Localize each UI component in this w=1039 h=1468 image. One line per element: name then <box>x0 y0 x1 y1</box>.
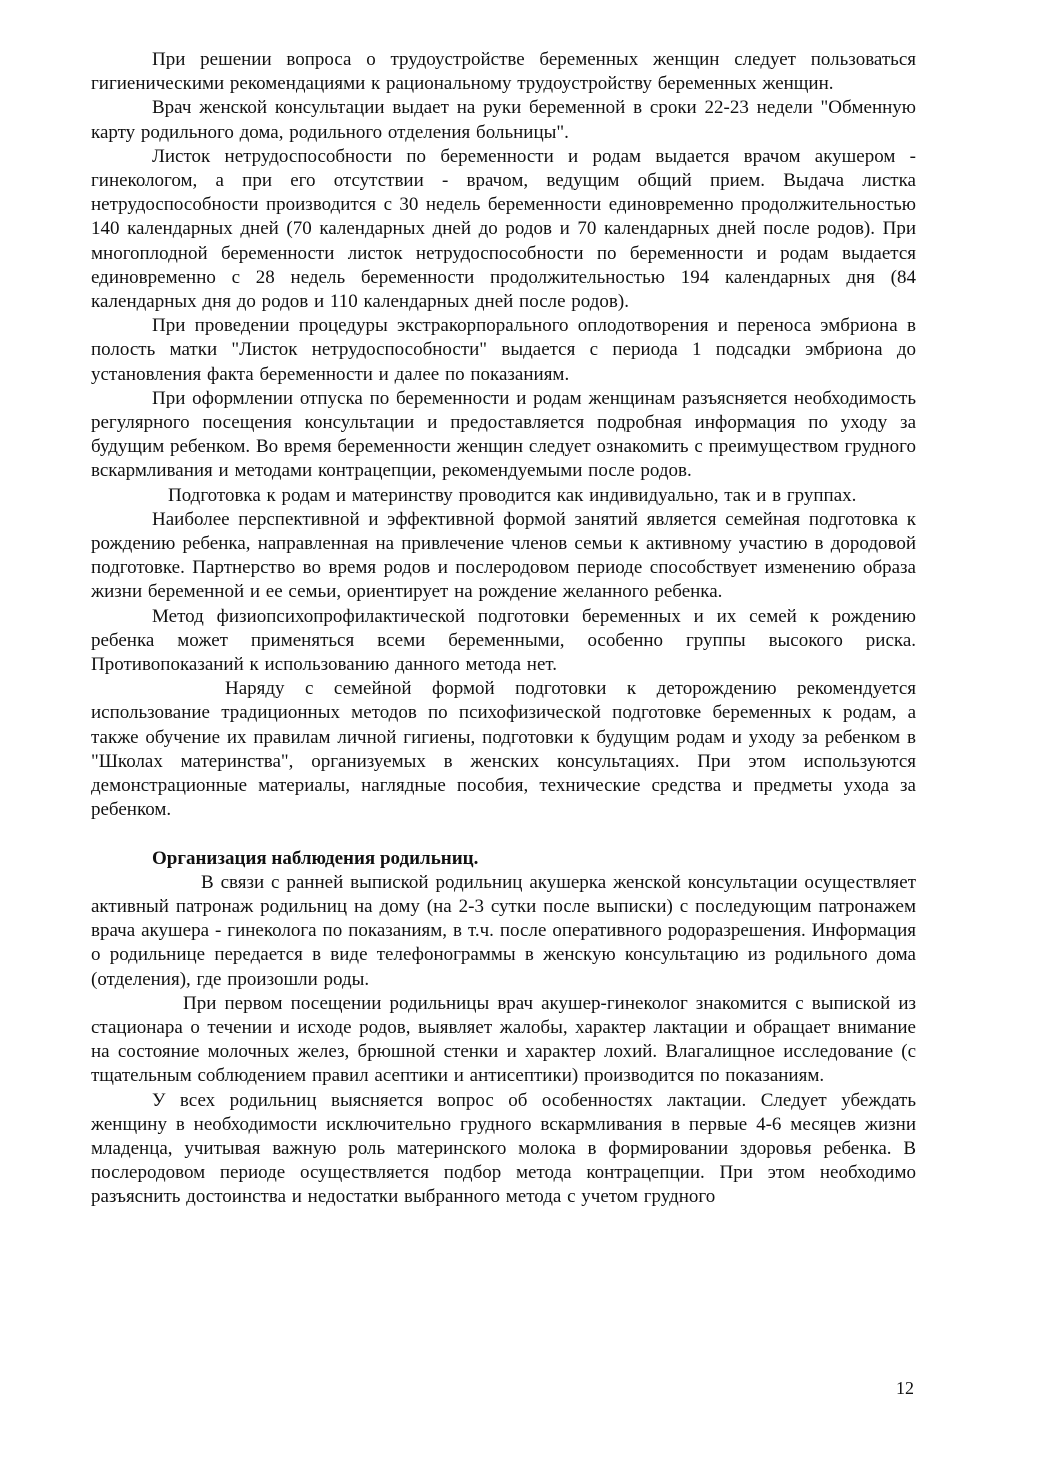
paragraph-ivf: При проведении процедуры экстракорпорального оплодотворения и переноса эмбриона в полость матки "Листок нетрудоспособности" выдается с периода 1 подсадки эмбриона до установления факта беременности и далее по показаниям. <box>91 315 916 385</box>
paragraph-psychoprophylaxis: Метод физиопсихопрофилактической подготовки беременных и их семей к рождению ребенка может применяться всеми беременными, особенно группы высокого риска. Противопоказаний к использованию данного метода нет. <box>91 605 916 676</box>
paragraph-exchange-card: Врач женской консультации выдает на руки беременной в сроки 22-23 недели "Обменную карту родильного дома, родильного отделения больницы". <box>91 97 916 143</box>
paragraph-maternity-leave: При оформлении отпуска по беременности и родам женщинам разъясняется необходимость регулярного посещения консультации и предоставляется подробная информация по уходу за будущим ребенком. Во время беременности женщин следует ознакомить с преимуществом грудного вскармливания и методами контрацепции, рекомендуемыми после родов. <box>91 387 916 482</box>
paragraph-employment: При решении вопроса о трудоустройстве беременных женщин следует пользоваться гигиеническими рекомендациями к рациональному трудоустройству беременных женщин. <box>91 49 916 95</box>
paragraph-lactation: У всех родильниц выясняется вопрос об особенностях лактации. Следует убеждать женщину в необходимости исключительно грудного вскармливания в первые 4-6 месяцев жизни младенца, учитывая важную роль материнского молока в формировании здоровья ребенка. В послеродовом периоде осуществляется подбор метода контрацепции. При этом необходимо разъяснить достоинства и недостатки выбранного метода с учетом грудного <box>91 1089 916 1208</box>
paragraph-preparation: Подготовка к родам и материнству проводится как индивидуально, так и в группах. <box>168 484 857 506</box>
paragraph-sick-leave: Листок нетрудоспособности по беременности и родам выдается врачом акушером - гинекологом, а при его отсутствии - врачом, ведущим общий прием. Выдача листка нетрудоспособности производится с 30 недель беременности единовременно продолжительностью 140 календарных дней (70 календарных дней до родов и 70 календарных дней после родов). При многоплодной беременности листок нетрудоспособности по беременности и родам выдается единовременно с 28 недель беременности продолжительностью 194 календарных дня (84 календарных дня до родов и 110 календарных дней после родов). <box>91 145 916 313</box>
paragraph-family-preparation: Наиболее перспективной и эффективной формой занятий является семейная подготовка к рождению ребенка, направленная на привлечение членов семьи к активному участию в дородовой подготовке. Партнерство во время родов и послеродовом периоде способствует изменению образа жизни беременной и ее семьи, ориентирует на рождение желанного ребенка. <box>91 508 916 603</box>
section-title: Организация наблюдения родильниц. <box>152 847 479 869</box>
paragraph-schools-of-motherhood: Наряду с семейной формой подготовки к деторождению рекомендуется использование традиционных методов по психофизической подготовке беременных к родам, а также обучение их правилам личной гигиены, подготовки к будущим родам и уходу за ребенком в "Школах материнства", организуемых в женских консультациях. При этом используются демонстрационные материалы, наглядные пособия, технические средства и предметы ухода за ребенком. <box>91 678 916 821</box>
paragraph-patronage: В связи с ранней выпиской родильниц акушерка женской консультации осуществляет активный патронаж родильниц на дому (на 2-3 сутки после выписки) с последующим патронажем врача акушера - гинеколога по показаниям, в т.ч. после оперативного родоразрешения. Информация о родильнице передается в виде телефонограммы в женскую консультацию из родильного дома (отделения), где произошли роды. <box>91 871 916 990</box>
page-number: 12 <box>896 1378 914 1398</box>
paragraph-first-visit: При первом посещении родильницы врач акушер-гинеколог знакомится с выпиской из стационара о течении и исходе родов, выявляет жалобы, характер лактации и обращает внимание на состояние молочных желез, брюшной стенки и характер лохий. Влагалищное исследование (с тщательным соблюдением правил асептики и антисептики) производится по показаниям. <box>91 992 916 1087</box>
document-page <box>91 48 916 1210</box>
